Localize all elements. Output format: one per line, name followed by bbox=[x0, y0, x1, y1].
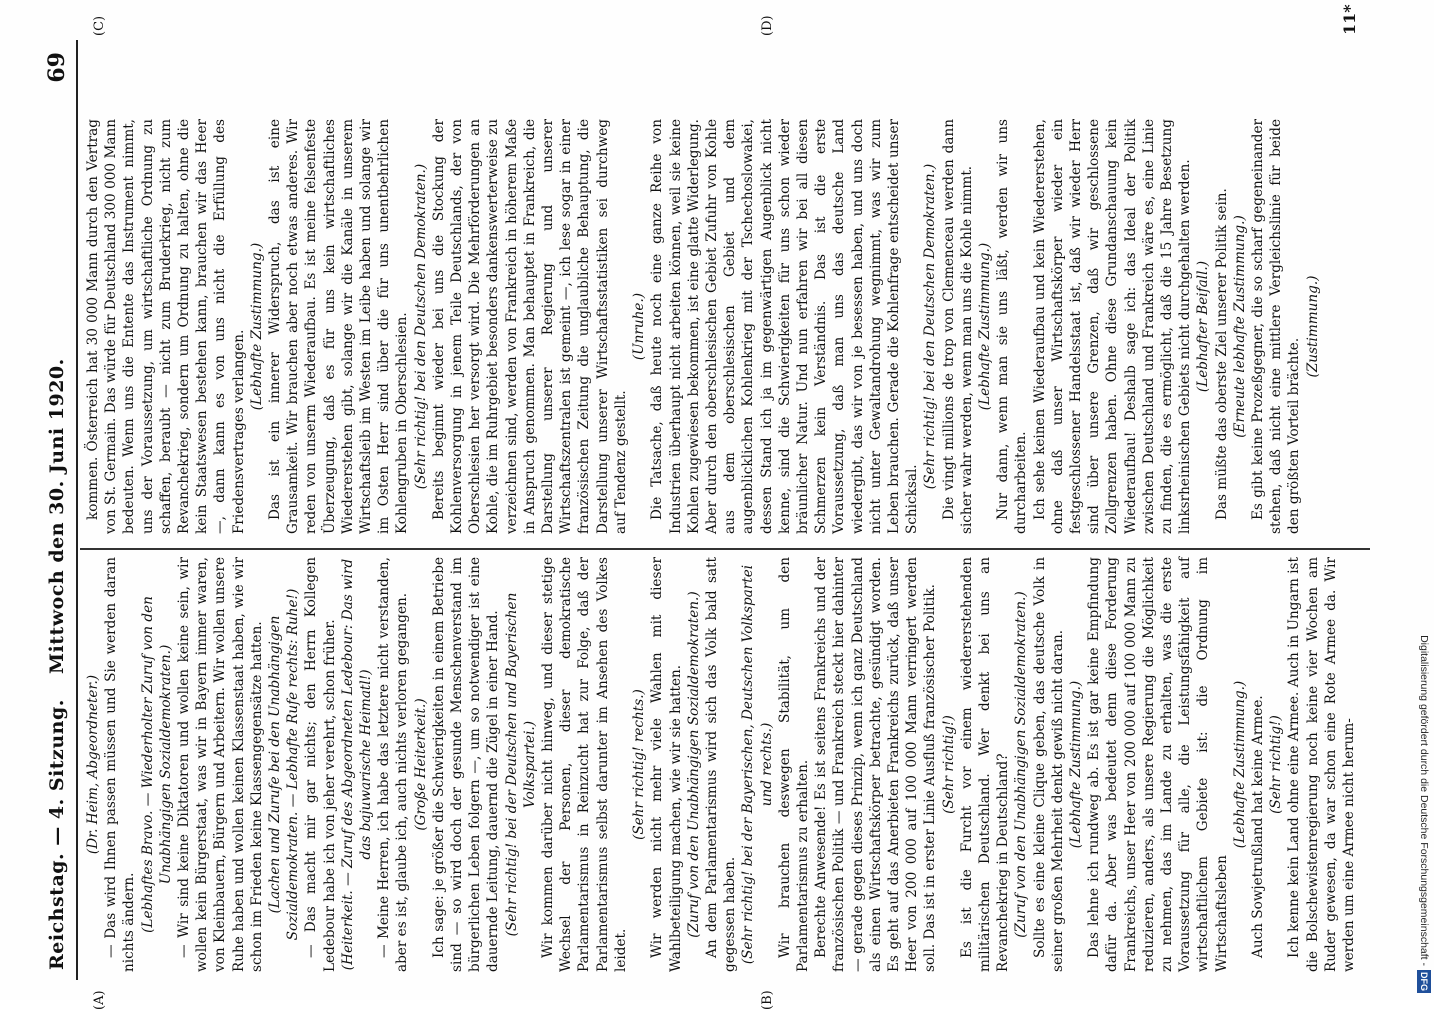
right-column-paragraph: Bereits beginnt wieder bei uns die Stockung der Kohlenversorgung in jenem Teile Deutschlands, der von Oberschlesien her versorgt wird. Die Mehrförderungen an Kohle, die im Ruhrgebiet besonders dankenswerterweise zu verzeichnen sind, werden von Frankreich in höherem Maße in Anspruch genommen. Man behauptet in Frankreich, die Darstellung unserer Regierung und unserer Wirtschaftszentralen ist gemeint —, ich lese sogar in einer französischen Zeitung die unglaubliche Behauptung, die Darstellung unserer Wirtschaftsstatistiken sei durchweg auf Tendenz gestellt. bbox=[430, 119, 629, 534]
left-column-paragraph: (Sehr richtig! bei der Deutschen und Bayerischen Volkspartei.) bbox=[503, 592, 538, 937]
left-column-paragraph: Auch Sowjetrußland hat keine Armee. bbox=[1250, 695, 1266, 958]
left-column-paragraph: (Lebhafte Zustimmung.) bbox=[1231, 680, 1248, 849]
margin-mark-b: (B) bbox=[760, 990, 775, 1010]
left-column-paragraph: Ich sage: je größer die Schwierigkeiten in einem Betriebe sind — so wird doch der gesunde Menschenverstand im bürgerlichen Leben folgern —, um so notwendiger ist eine dauernde Leitung, dauernd die Zügel in einer Hand. bbox=[430, 557, 502, 972]
digitization-credit bbox=[1417, 8, 1431, 993]
left-column-paragraph: Berechte Anwesende! Es ist seitens Frankreichs und der französischen Politik — und Frankreich steckt hier dahinter — gerade gegen dieses Prinzip, wenn ich ganz Deutschland als einen Wirtschaftskörper betrachte, gesündigt worden. Es geht auf das Anerbieten Frankreichs zurück, daß unser Heer von 200 000 auf 100 000 Mann verringert werden soll. Das ist in erster Linie Ausfluß französischer Politik. bbox=[813, 557, 939, 972]
left-column-paragraph: (Dr. Heim, Abgeordneter.) bbox=[85, 674, 101, 855]
left-column-paragraph: Wir brauchen deswegen Stabilität, um den Parlamentarismus zu erhalten. bbox=[776, 557, 811, 972]
left-column-paragraph: (Große Heiterkeit.) bbox=[412, 698, 429, 831]
left-column-paragraph: Sollte es eine kleine Clique geben, das deutsche Volk in seiner großen Mehrheit denkt gewiß nicht daran. bbox=[1031, 557, 1066, 972]
right-column-paragraph: (Lebhafte Zustimmung.) bbox=[976, 242, 993, 411]
right-column-paragraph: Nur dann, wenn man sie uns läßt, werden wir uns durcharbeiten. bbox=[995, 119, 1030, 534]
right-column-paragraph: Es gibt keine Prozeßgegner, die so scharf gegeneinander stehen, daß nicht eine mittlere Vergleichslinie für beide den größten Vorteil brächte. bbox=[1250, 119, 1303, 534]
right-column bbox=[84, 119, 1364, 534]
left-column bbox=[84, 557, 1364, 972]
left-column-paragraph: — Das wird Ihnen passen müssen und Sie werden daran nichts ändern. bbox=[103, 557, 138, 972]
left-column-paragraph: — Meine Herren, ich habe das letztere nicht verstanden, aber es ist, glaube ich, auch nichts verloren gegangen. bbox=[376, 557, 411, 972]
right-column-paragraph: (Sehr richtig! bei den Deutschen Demokraten.) bbox=[922, 163, 939, 490]
left-column-paragraph: (Sehr richtig!) bbox=[1268, 715, 1285, 814]
header-session: Reichstag. — 4. Sitzung. bbox=[46, 699, 68, 970]
left-column-paragraph: Das lehne ich rundweg ab. Es ist gar keine Empfindung dafür da. Aber was bedeutet denn diese Forderung Frankreichs, unser Heer von 200 000 auf 100 000 Mann zu reduzieren, anders, als unsere Regierung die Möglichkeit zu nehmen, das im Lande zu erhalten, was die erste Voraussetzung für alle, die Leistungsfähigkeit auf wirtschaftlichem Gebiete ist: die Ordnung im Wirtschaftsleben bbox=[1086, 557, 1230, 972]
right-column-paragraph: kommen. Österreich hat 30 000 Mann durch den Vertrag von St. Germain. Das würde für Deutschland 300 000 Mann bedeuten. Wenn uns die Entente das Instrument nimmt, uns der Voraussetzung, um wirtschaftliche Ordnung zu schaffen, beraubt — nicht zum Bruderkrieg, nicht zum Revanchekrieg, sondern um Ordnung zu halten, ohne die kein Staatswesen bestehen kann, brauchen wir das Heer —, dann kann es von uns nicht die Erfüllung des Friedensvertrages verlangen. bbox=[85, 119, 247, 534]
left-column-paragraph: (Zuruf von den Unabhängigen Sozialdemokraten.) bbox=[1013, 591, 1030, 938]
left-column-paragraph: Wir werden nicht mehr viele Wahlen mit dieser Wahlbeteiligung machen, wie wir sie hatten. bbox=[649, 557, 684, 972]
margin-mark-d: (D) bbox=[760, 15, 775, 36]
header-title bbox=[46, 358, 68, 970]
left-column-paragraph: Ich kenne kein Land ohne eine Armee. Auch in Ungarn ist die Bolschewistenregierung noch keine vier Wochen am Ruder gewesen, da war schon eine Rote Armee da. Wir werden um eine Armee nicht herum- bbox=[1286, 557, 1358, 972]
right-column-paragraph: (Erneute lebhafte Zustimmung.) bbox=[1231, 215, 1248, 438]
left-column-paragraph: — Wir sind keine Diktatoren und wollen keine sein, wir wollen kein Bürgerstaat, was wir in Bayern immer waren, von Kleinbauern, Bürgern und Arbeitern. Wir wollen unsere Ruhe haben und wollen keinen Klassenstaat haben, wie wir schon im Frieden keine Klassengegensätze hatten. bbox=[176, 557, 265, 972]
header-date: Mittwoch den 30. Juni 1920. bbox=[46, 358, 68, 674]
left-column-paragraph: An dem Parlamentarismus wird sich das Volk bald satt gegessen haben. bbox=[703, 557, 739, 972]
left-column-paragraph: Wir kommen darüber nicht hinweg, und dieser stetige Wechsel der Personen, dieser demokratische Parlamentarismus in Reinzucht hat zur Folge, daß der Parlamentarismus selbst darunter im Ansehen des Volkes leidet. bbox=[540, 557, 629, 972]
left-column-paragraph: (Lebhafte Zustimmung.) bbox=[1067, 680, 1084, 849]
left-column-paragraph: Es ist die Furcht vor einem wiedererstehenden militärischen Deutschland. Wer denkt bei uns an Revanchekrieg in Deutschland? bbox=[958, 557, 1012, 972]
page-number: 69 bbox=[44, 52, 70, 83]
left-column-paragraph: (Lachen und Zurufe bei den Unabhängigen Sozialdemokraten. — Lebhafte Rufe rechts: Ruhe!) bbox=[267, 588, 302, 941]
margin-mark-a: (A) bbox=[92, 990, 107, 1010]
left-column-paragraph: (Sehr richtig! rechts.) bbox=[631, 689, 648, 840]
right-column-paragraph: Die Tatsache, daß heute noch eine ganze Reihe von Industrien überhaupt nicht arbeiten können, weil sie keine Kohlen zugewiesen bekommen, ist eine glatte Widerlegung. Aber durch den oberschlesischen Gebiet Zufuhr von Kohle aus dem oberschlesischen Gebiet und dem augenblicklichen Kohlenkrieg mit der Tschechoslowakei, dessen Stand ich ja im gegenwärtigen Augenblick nicht kenne, sind die Schwierigkeiten für uns schon wieder bräunlicher Natur. Und nun erfahren wir bei all diesen Schmerzen kein Verständnis. Das ist die erste Voraussetzung, daß man uns das deutsche Land wiedergibt, das wir von je besessen haben, und uns doch nicht unter Gewaltandrohung wegnimmt, was wir zum Leben brauchen. Gerade die Kohlenfrage entscheidet unser Schicksal. bbox=[649, 119, 921, 534]
left-column-paragraph: (Lebhaftes Bravo. — Wiederholter Zuruf von den Unabhängigen Sozialdemokraten.) bbox=[139, 596, 174, 933]
left-column-paragraph: (Zuruf von den Unabhängigen Sozialdemokraten.) bbox=[685, 591, 702, 938]
right-column-paragraph: (Lebhafter Beifall.) bbox=[1195, 260, 1212, 393]
footer-signature: 11* bbox=[1340, 4, 1359, 35]
margin-mark-c: (C) bbox=[92, 15, 107, 36]
left-column-paragraph: (Heiterkeit. — Zuruf des Abgeordneten Ledebour: Das wird das bajuwarische Heimatl!) bbox=[339, 558, 375, 971]
right-column-paragraph: (Unruhe.) bbox=[631, 292, 648, 361]
dfg-logo: DFG bbox=[1419, 972, 1429, 991]
left-column-paragraph: (Sehr richtig!) bbox=[940, 715, 957, 814]
right-column-paragraph: (Lebhafte Zustimmung.) bbox=[248, 242, 265, 411]
left-column-paragraph: — Das macht mir gar nichts; den Herrn Kollegen Ledebour habe ich von jeher verehrt, schon früher. bbox=[303, 557, 338, 972]
right-column-paragraph: (Sehr richtig! bei den Deutschen Demokraten.) bbox=[412, 163, 429, 490]
right-column-paragraph: Das müßte das oberste Ziel unserer Politik sein. bbox=[1213, 188, 1230, 520]
right-column-paragraph: (Zustimmung.) bbox=[1304, 275, 1321, 378]
rotated-newspaper-page bbox=[40, 4, 1370, 1010]
left-column-paragraph: (Sehr richtig! bei der Bayerischen, Deutschen Volkspartei und rechts.) bbox=[740, 564, 775, 965]
right-column-paragraph: Die vingt millions de trop von Clemenceau werden dann sicher wahr werden, wenn man uns die Kohle nimmt. bbox=[940, 119, 975, 534]
right-column-paragraph: Das ist ein innerer Widerspruch, das ist eine Grausamkeit. Wir brauchen aber noch etwas anderes. Wir reden von unserm Wiederaufbau. Es ist meine felsenfeste Überzeugung, daß es für uns kein wirtschaftliches Wiedererstehen gibt, solange wir die Kanäle in unserem Wirtschaftsleib im Westen im Leibe haben und solange wir im Osten Herr sind über die für uns unentbehrlichen Kohlengruben in Oberschlesien. bbox=[267, 119, 411, 534]
right-column-paragraph: Ich sehe keinen Wiederaufbau und kein Wiedererstehen, ohne daß unser Wirtschaftskörper wieder ein festgeschlossener Handelsstaat ist, daß wir wieder Herr sind über unsere Grenzen, daß wir geschlossene Zollgrenzen haben. Ohne diese Grundanschauung kein Wiederaufbau! Deshalb sage ich: das Ideal der Politik zwischen Deutschland und Frankreich wäre es, eine Linie zu finden, die es ermöglicht, daß die 15 Jahre Besetzung linksrheinischen Gebiets nicht durchgehalten werden. bbox=[1031, 119, 1194, 534]
credit-text: Digitalisierung gefördert durch die Deutsche Forschungsgemeinschaft - bbox=[1418, 635, 1430, 966]
page-header bbox=[40, 40, 78, 980]
column-separator bbox=[80, 548, 1370, 550]
